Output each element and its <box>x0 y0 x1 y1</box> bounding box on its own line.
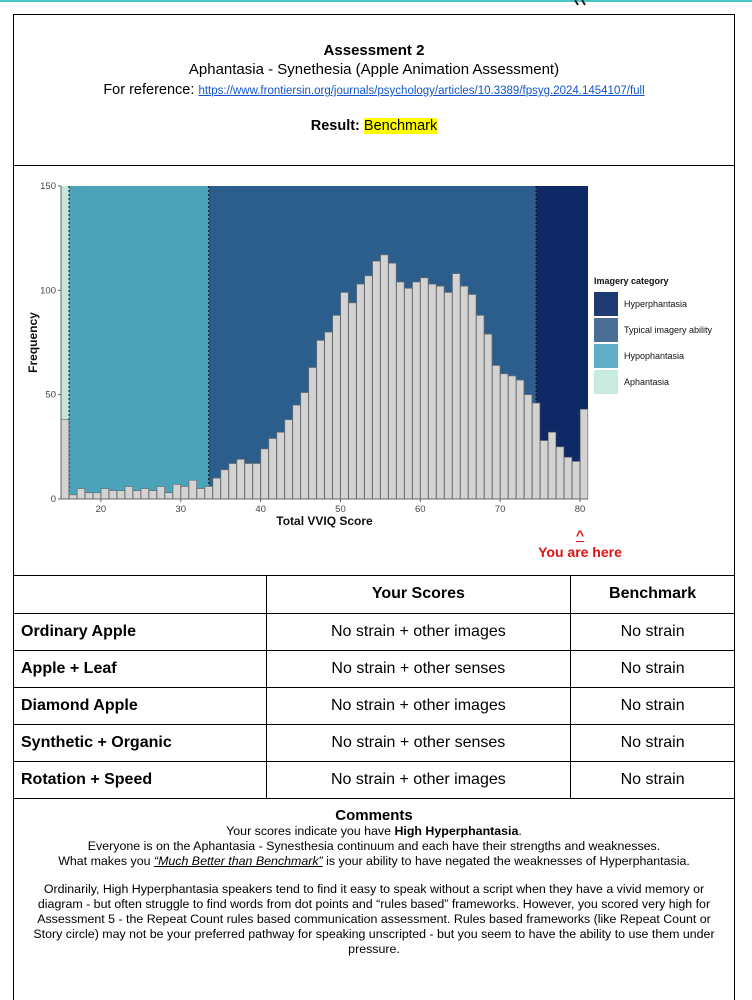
result-value: Benchmark <box>363 118 438 134</box>
report-frame <box>13 14 735 1000</box>
histogram-bar <box>93 493 101 499</box>
table-header-benchmark: Benchmark <box>571 576 734 613</box>
histogram-bar <box>572 461 580 499</box>
histogram-bar <box>237 459 245 499</box>
your-score-cell: No strain + other images <box>266 613 571 650</box>
histogram-bar <box>500 374 508 499</box>
comments-section <box>14 797 734 956</box>
assessment-subtitle: Aphantasia - Synethesia (Apple Animation Assessment) <box>188 61 560 78</box>
histogram-bar <box>476 315 484 499</box>
marker-text: You are here <box>538 544 622 560</box>
legend-swatch <box>594 292 618 316</box>
legend-title: Imagery category <box>594 276 669 286</box>
histogram-bar <box>117 491 125 499</box>
histogram-bar <box>540 441 548 499</box>
row-label: Rotation + Speed <box>14 761 266 798</box>
row-label: Synthetic + Organic <box>14 724 266 761</box>
comments-line2: Everyone is on the Aphantasia - Synesthesia continuum and each have their strengths and weaknesses. <box>87 838 661 853</box>
table-header-blank <box>14 576 266 613</box>
y-tick-label: 50 <box>45 389 56 401</box>
x-tick-label: 70 <box>494 504 506 515</box>
reference-label: For reference: <box>103 82 195 98</box>
histogram-bar <box>484 334 492 499</box>
legend-label: Hyperphantasia <box>624 299 688 309</box>
x-tick-label: 60 <box>415 504 426 515</box>
x-tick-label: 50 <box>335 504 346 515</box>
histogram-bar <box>173 484 181 499</box>
histogram-bar <box>269 438 277 499</box>
result-line <box>14 118 734 134</box>
histogram-bar <box>133 491 141 499</box>
x-tick-label: 40 <box>255 504 266 515</box>
histogram-bar <box>492 365 500 499</box>
histogram-bar <box>516 380 524 499</box>
histogram-bar <box>317 340 325 499</box>
histogram-bar <box>397 282 405 499</box>
histogram-bar <box>101 489 109 499</box>
vviq-histogram-panel <box>14 166 734 576</box>
comments-line3-pre: What makes you <box>58 853 154 868</box>
histogram-bar <box>213 478 221 499</box>
legend-label: Hypophantasia <box>624 351 685 361</box>
your-score-cell: No strain + other senses <box>266 724 571 761</box>
x-axis-label: Total VVIQ Score <box>276 514 373 528</box>
histogram-bar <box>197 489 205 499</box>
histogram-bar <box>181 486 189 499</box>
histogram-bar <box>508 376 516 499</box>
table-row <box>14 687 734 724</box>
comments-line1-post: . <box>518 824 522 838</box>
histogram-bar <box>580 409 588 499</box>
histogram-bar <box>325 332 333 499</box>
histogram-bar <box>381 255 389 499</box>
reference-line <box>14 82 734 98</box>
histogram-bar <box>277 432 285 499</box>
comments-line1-bold: High Hyperphantasia <box>394 824 519 838</box>
legend-swatch <box>594 344 618 368</box>
histogram-bar <box>548 432 556 499</box>
histogram-bar <box>460 286 468 499</box>
you-are-here-marker <box>520 529 640 560</box>
histogram-bar <box>149 491 157 499</box>
assessment-title: Assessment 2 <box>323 42 425 59</box>
row-label: Diamond Apple <box>14 687 266 724</box>
histogram-bar <box>405 288 413 499</box>
your-score-cell: No strain + other images <box>266 761 571 798</box>
histogram-bar <box>205 486 213 499</box>
legend-label: Typical imagery ability <box>624 325 713 335</box>
histogram-bar <box>365 276 373 499</box>
histogram-bar <box>556 447 564 499</box>
histogram-bar <box>301 393 309 499</box>
histogram-bar <box>189 480 197 499</box>
histogram-bar <box>229 464 237 499</box>
x-tick-label: 20 <box>95 504 107 515</box>
histogram-bar <box>285 420 293 499</box>
scores-table <box>14 576 734 799</box>
table-header-row <box>14 576 734 613</box>
legend-swatch <box>594 370 618 394</box>
histogram-bar <box>69 495 77 499</box>
histogram-bar <box>373 261 381 499</box>
reference-link[interactable]: https://www.frontiersin.org/journals/psychology/articles/10.3389/fpsyg.2024.1454107/full <box>198 85 645 97</box>
histogram-bar <box>293 405 301 499</box>
histogram-bar <box>125 486 133 499</box>
top-accent-line <box>0 0 752 2</box>
comments-line1-pre: Your scores indicate you have <box>226 824 395 838</box>
x-tick-label: 30 <box>175 504 187 515</box>
table-row <box>14 724 734 761</box>
comments-paragraph-2: Ordinarily, High Hyperphantasia speakers tend to find it easy to speak without a script when they have a vivid memory or diagram - but often struggle to find words from dot points and “rules based” frameworks. However, you scored very high for Assessment 5 - the Repeat Count rules based communication assessment. Rules based frameworks (like Repeat Count or Story circle) may not be your preferred pathway for speaking unscripted - but you seem to have the ability to use them under pressure. <box>33 882 715 956</box>
benchmark-cell: No strain <box>571 724 734 761</box>
histogram-bar <box>421 278 429 499</box>
benchmark-cell: No strain <box>571 687 734 724</box>
row-label: Ordinary Apple <box>14 613 266 650</box>
table-row <box>14 650 734 687</box>
histogram-bar <box>157 486 165 499</box>
region-hypophantasia <box>69 186 209 499</box>
histogram-bar <box>141 489 149 499</box>
histogram-bar <box>436 286 444 499</box>
legend-swatch <box>594 318 618 342</box>
histogram-bar <box>61 420 69 499</box>
histogram-bar <box>357 284 365 499</box>
y-tick-label: 150 <box>40 181 56 192</box>
top-edge-mark <box>573 0 593 6</box>
histogram-bar <box>532 403 540 499</box>
comments-line3-post: is your ability to have negated the weaknesses of Hyperphantasia. <box>322 853 690 868</box>
histogram-bar <box>245 464 253 499</box>
histogram-bar <box>109 491 117 499</box>
histogram-bar <box>452 274 460 499</box>
y-tick-label: 0 <box>50 494 56 505</box>
paragraph-gap <box>14 868 734 882</box>
y-axis-label: Frequency <box>26 312 40 373</box>
histogram-bar <box>261 449 269 499</box>
histogram-bar <box>165 493 173 499</box>
marker-caret: ^ <box>575 527 585 543</box>
benchmark-cell: No strain <box>571 613 734 650</box>
x-tick-label: 80 <box>574 504 586 515</box>
benchmark-cell: No strain <box>571 761 734 798</box>
histogram-bar <box>468 295 476 499</box>
histogram-bar <box>444 292 452 499</box>
benchmark-cell: No strain <box>571 650 734 687</box>
vviq-histogram <box>14 166 734 576</box>
comments-paragraph-1 <box>14 824 734 868</box>
histogram-bar <box>309 368 317 499</box>
histogram-bar <box>564 457 572 499</box>
histogram-bar <box>349 303 357 499</box>
histogram-bar <box>341 292 349 499</box>
histogram-bar <box>85 493 93 499</box>
histogram-bar <box>429 284 437 499</box>
your-score-cell: No strain + other images <box>266 687 571 724</box>
your-score-cell: No strain + other senses <box>266 650 571 687</box>
table-header-your-scores: Your Scores <box>266 576 571 613</box>
row-label: Apple + Leaf <box>14 650 266 687</box>
table-row <box>14 761 734 798</box>
histogram-bar <box>77 489 85 499</box>
table-row <box>14 613 734 650</box>
comments-title: Comments <box>335 807 413 824</box>
comments-line3-emphasis: “Much Better than Benchmark” <box>153 853 323 868</box>
legend-label: Aphantasia <box>624 377 670 387</box>
histogram-bar <box>333 315 341 499</box>
histogram-bar <box>524 395 532 499</box>
result-label: Result: <box>310 118 360 134</box>
histogram-bar <box>389 263 397 499</box>
histogram-bar <box>221 470 229 499</box>
histogram-bar <box>253 464 261 499</box>
y-tick-label: 100 <box>40 285 56 297</box>
report-header <box>14 15 734 166</box>
histogram-bar <box>413 282 421 499</box>
